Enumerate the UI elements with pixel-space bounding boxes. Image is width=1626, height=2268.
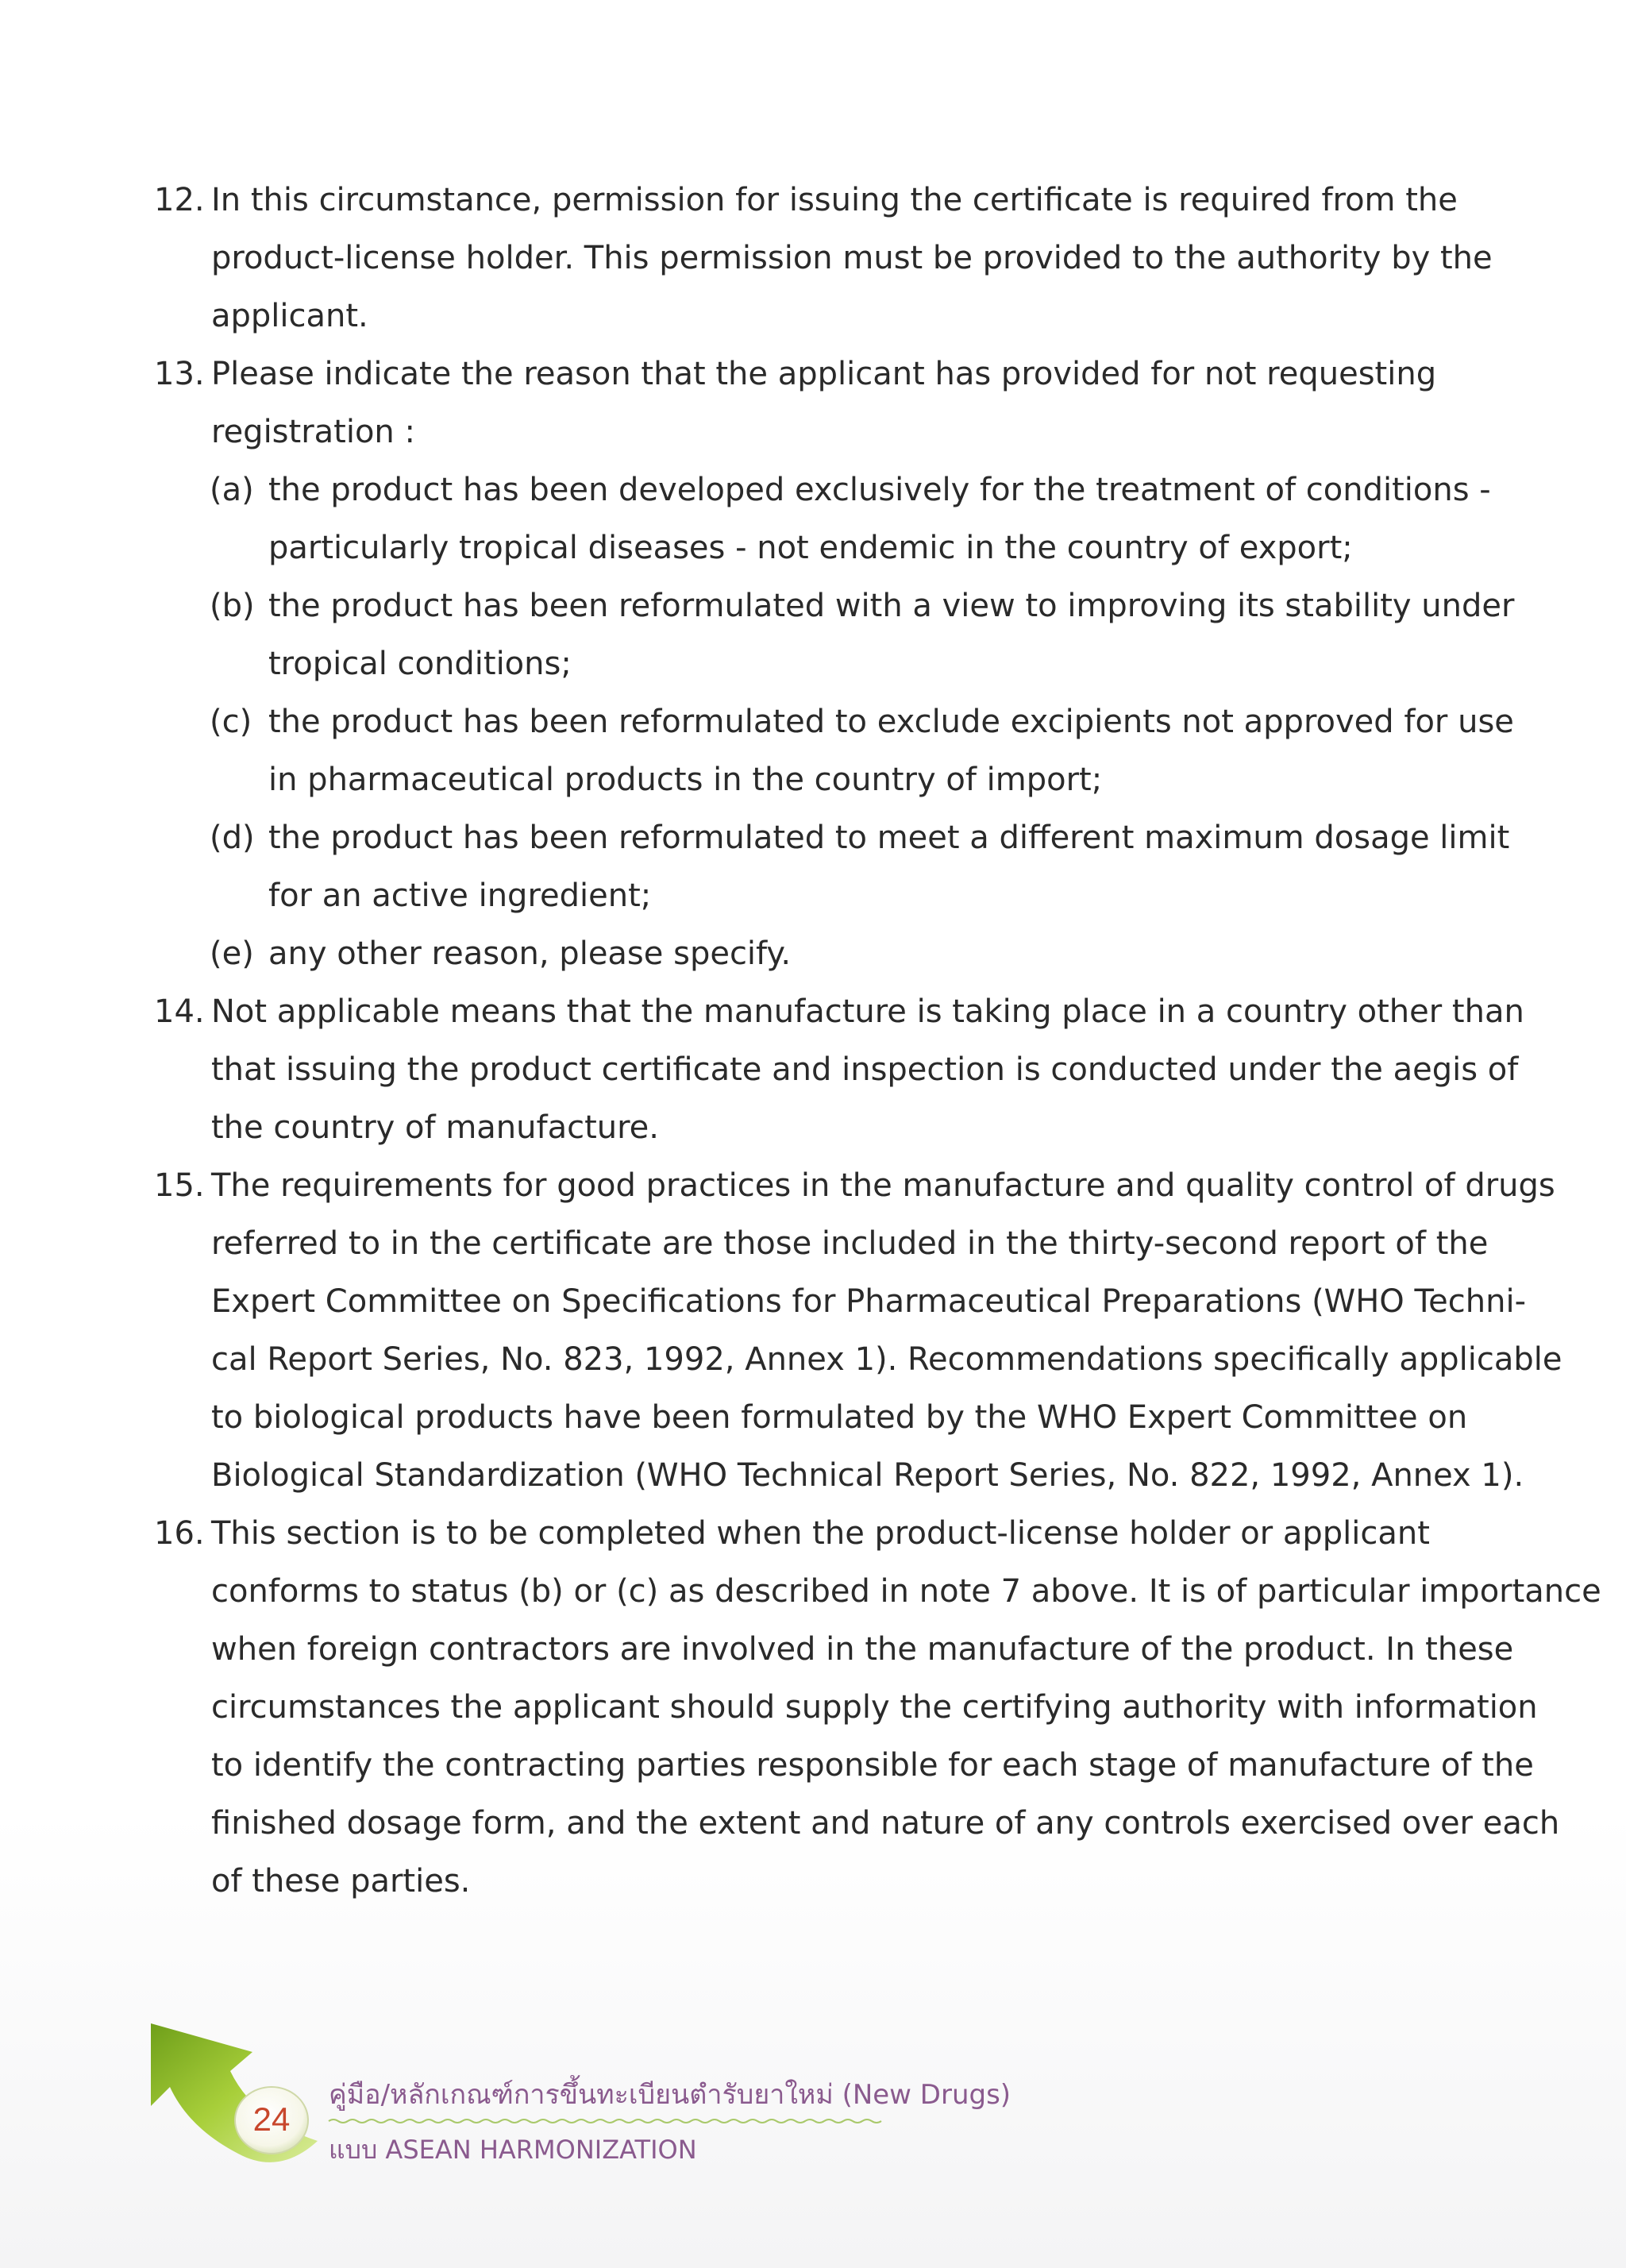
note-text-line: referred to in the certificate are those included in the thirty-second report of the [211, 1225, 1489, 1262]
footer-subtitle: แบบ ASEAN HARMONIZATION [329, 2135, 697, 2165]
subitem-text-line: the product has been reformulated to exclude excipients not approved for use [268, 704, 1514, 740]
page-number: 24 [252, 2100, 291, 2138]
subitem-text-line: the product has been reformulated to meet a different maximum dosage limit [268, 820, 1510, 856]
note-number: 12. [154, 182, 205, 218]
note-text-line: The requirements for good practices in the manufacture and quality control of drugs [211, 1167, 1555, 1204]
note-number: 14. [154, 993, 205, 1030]
note-text-line: circumstances the applicant should supply the certifying authority with information [211, 1689, 1538, 1726]
subitem-label: (b) [210, 588, 255, 624]
note-text-line: to identify the contracting parties responsible for each stage of manufacture of the [211, 1747, 1534, 1784]
note-text-line: In this circumstance, permission for issuing the certificate is required from the [211, 182, 1458, 218]
subitem-label: (e) [210, 935, 254, 972]
note-number: 15. [154, 1167, 205, 1204]
note-text-line: to biological products have been formulated by the WHO Expert Committee on [211, 1399, 1468, 1436]
note-text-line: the country of manufacture. [211, 1109, 660, 1146]
note-text-line: registration : [211, 414, 415, 450]
note-text-line: conforms to status (b) or (c) as described in note 7 above. It is of particular importance [211, 1573, 1601, 1610]
subitem-text-line: the product has been reformulated with a view to improving its stability under [268, 588, 1515, 624]
note-text-line: Please indicate the reason that the applicant has provided for not requesting [211, 356, 1437, 392]
subitem-label: (d) [210, 820, 255, 856]
note-text-line: cal Report Series, No. 823, 1992, Annex 1). Recommendations specifically applicable [211, 1341, 1562, 1378]
subitem-text-line: tropical conditions; [268, 646, 572, 682]
subitem-text-line: for an active ingredient; [268, 878, 652, 914]
note-number: 16. [154, 1515, 205, 1552]
note-text-line: Biological Standardization (WHO Technical Report Series, No. 822, 1992, Annex 1). [211, 1457, 1524, 1494]
footer-title: คู่มือ/หลักเกณฑ์การขึ้นทะเบียนตำรับยาใหม่ (New Drugs) [329, 2079, 1011, 2111]
note-text-line: when foreign contractors are involved in the manufacture of the product. In these [211, 1631, 1514, 1668]
note-text-line: Expert Committee on Specifications for Pharmaceutical Preparations (WHO Techni- [211, 1283, 1526, 1320]
note-text-line: of these parties. [211, 1863, 471, 1900]
subitem-text-line: the product has been developed exclusively for the treatment of conditions - [268, 472, 1491, 508]
footer-divider [329, 2120, 881, 2123]
note-text-line: product-license holder. This permission must be provided to the authority by the [211, 240, 1493, 276]
note-text-line: This section is to be completed when the product-license holder or applicant [211, 1515, 1430, 1552]
subitem-label: (c) [210, 704, 252, 740]
note-number: 13. [154, 356, 205, 392]
note-text-line: finished dosage form, and the extent and nature of any controls exercised over each [211, 1805, 1560, 1842]
note-text-line: Not applicable means that the manufacture is taking place in a country other than [211, 993, 1524, 1030]
subitem-text-line: any other reason, please specify. [268, 935, 792, 972]
subitem-label: (a) [210, 472, 254, 508]
subitem-text-line: in pharmaceutical products in the country of import; [268, 762, 1103, 798]
note-text-line: applicant. [211, 298, 368, 334]
note-text-line: that issuing the product certificate and inspection is conducted under the aegis of [211, 1051, 1519, 1088]
subitem-text-line: particularly tropical diseases - not endemic in the country of export; [268, 530, 1353, 566]
